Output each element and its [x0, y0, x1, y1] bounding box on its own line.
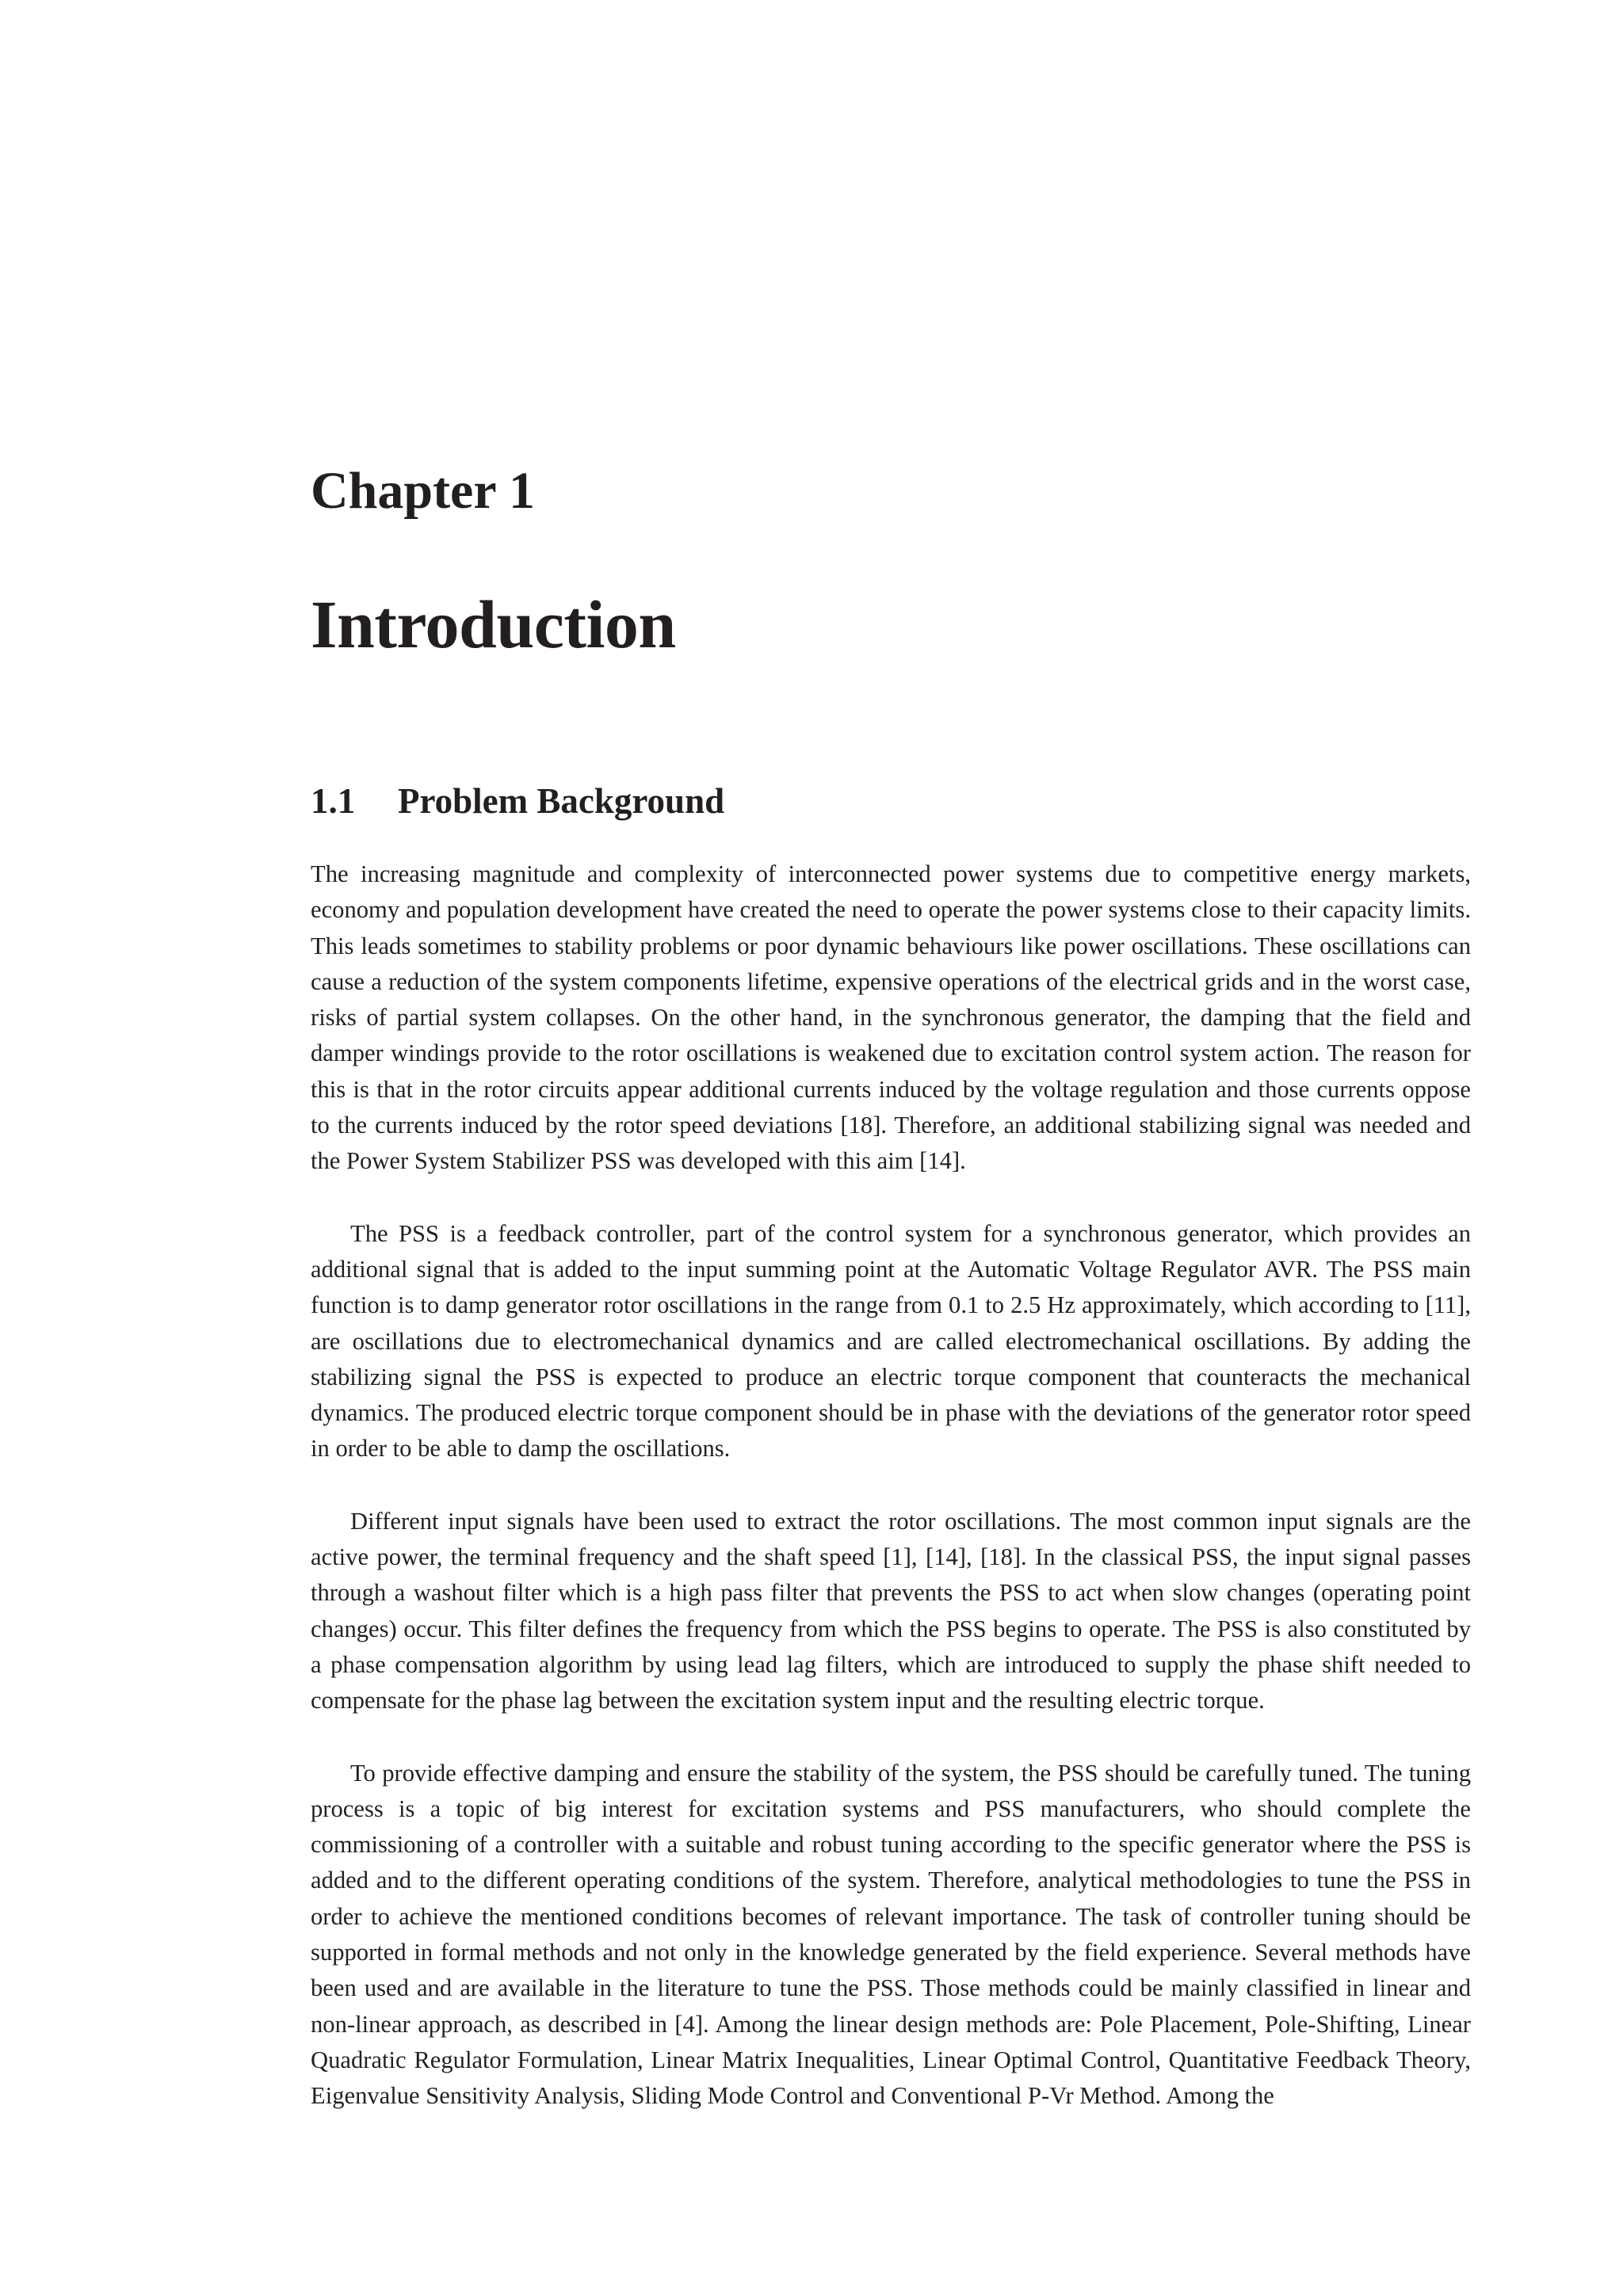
paragraph-1: The increasing magnitude and complexity of interconnected power systems due to competitive energy markets, economy and population development have created the need to operate the power systems close to their capacity limits. This leads sometimes to stability problems or poor dynamic behaviours like power oscillations. These oscillations can cause a reduction of the system components lifetime, expensive operations of the electrical grids and in the worst case, risks of partial system collapses. On the other hand, in the synchronous generator, the damping that the field and damper windings provide to the rotor oscillations is weakened due to excitation control system action. The reason for this is that in the rotor circuits appear additional currents induced by the voltage regulation and those currents oppose to the currents induced by the rotor speed deviations [18]. Therefore, an additional stabilizing signal was needed and the Power System Stabilizer PSS was developed with this aim [14].: [311, 860, 1471, 1175]
paragraph-3: Different input signals have been used to extract the rotor oscillations. The most common input signals are the active power, the terminal frequency and the shaft speed [1], [14], [18]. In the classical PSS, the input signal passes through a washout filter which is a high pass filter that prevents the PSS to act when slow changes (operating point changes) occur. This filter defines the frequency from which the PSS begins to operate. The PSS is also constituted by a phase compensation algorithm by using lead lag filters, which are introduced to supply the phase shift needed to compensate for the phase lag between the excitation system input and the resulting electric torque.: [311, 1507, 1471, 1714]
chapter-label: Chapter 1: [311, 462, 535, 520]
body-text: [311, 856, 1471, 2115]
section-title: Problem Background: [398, 781, 725, 821]
page-content: [311, 460, 1471, 2151]
paragraph-4: To provide effective damping and ensure the stability of the system, the PSS should be carefully tuned. The tuning process is a topic of big interest for excitation systems and PSS manufacturers, who should complete the commissioning of a controller with a suitable and robust tuning according to the specific generator where the PSS is added and to the different operating conditions of the system. Therefore, analytical methodologies to tune the PSS in order to achieve the mentioned conditions becomes of relevant importance. The task of controller tuning should be supported in formal methods and not only in the knowledge generated by the field experience. Several methods have been used and are available in the literature to tune the PSS. Those methods could be mainly classified in linear and non-linear approach, as described in [4]. Among the linear design methods are: Pole Placement, Pole-Shifting, Linear Quadratic Regulator Formulation, Linear Matrix Inequalities, Linear Optimal Control, Quantitative Feedback Theory, Eigenvalue Sensitivity Analysis, Sliding Mode Control and Conventional P-Vr Method. Among the: [311, 1759, 1471, 2110]
paragraph-2: The PSS is a feedback controller, part of the control system for a synchronous generator, which provides an additional signal that is added to the input summing point at the Automatic Voltage Regulator AVR. The PSS main function is to damp generator rotor oscillations in the range from 0.1 to 2.5 Hz approximately, which according to [11], are oscillations due to electromechanical dynamics and are called electromechanical oscillations. By adding the stabilizing signal the PSS is expected to produce an electric torque component that counteracts the mechanical dynamics. The produced electric torque component should be in phase with the deviations of the generator rotor speed in order to be able to damp the oscillations.: [311, 1219, 1471, 1463]
section-number: 1.1: [311, 781, 356, 821]
chapter-title: Introduction: [311, 586, 676, 662]
section-heading: [311, 779, 1471, 823]
